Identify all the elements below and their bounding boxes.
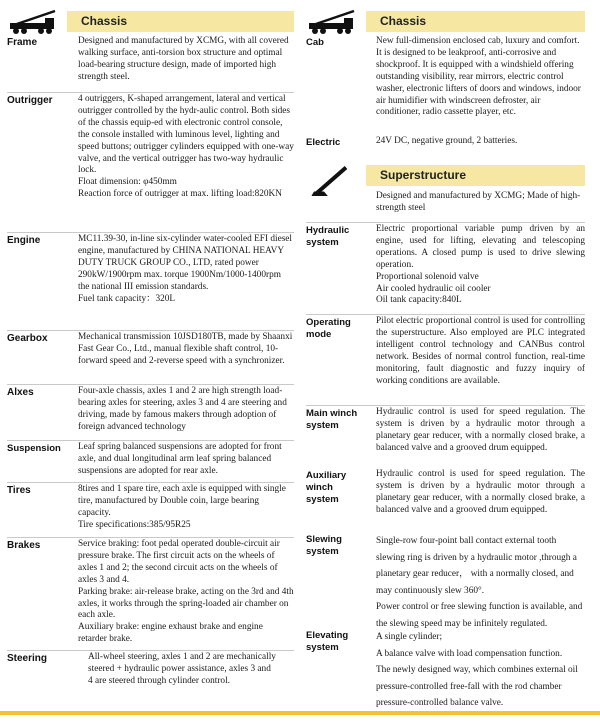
spec-value: All-wheel steering, axles 1 and 2 are mechanically steered + hydraulic power assistance, axles 3 and 4 are steered through cylinder control.	[88, 652, 276, 686]
spec-label: Outrigger	[7, 95, 53, 106]
crane-truck-icon	[7, 8, 67, 35]
spec-row-axles	[7, 385, 294, 441]
spec-row-suspension	[7, 441, 294, 483]
spec-value: Service braking: foot pedal operated double-circuit air pressure brake. The first circuit acts on the wheels of axles 1 and 2; the second circuit acts on the wheels of axles 3 and 4. Parking brake: air-release brake, acting on the 3rd and 4th axles, it works through the spring-loaded air chamber on each axle. Auxiliary brake: engine exhaust brake and engine retarder brake.	[78, 539, 294, 645]
spec-value: A single cylinder; A balance valve with load compensation function. The newly designed way, which combines external oil pressure-controlled free-fall with the rod chamber pressure-controlled balance valve.	[376, 632, 578, 708]
left-column	[7, 8, 294, 707]
crane-truck-icon	[306, 8, 366, 35]
spec-label: Engine	[7, 235, 41, 246]
spec-value: Hydraulic control is used for speed regulation. The system is driven by a hydraulic motor through a planetary gear reducer, with a normally closed brake, a balanced valve and a grooved drum equipped.	[376, 407, 585, 453]
spec-value: Designed and manufactured by XCMG, with all covered walking surface, anti-torsion box structure and optimal load-bearing structure design, made of imported high strength steel.	[78, 36, 289, 82]
spec-label: Tires	[7, 485, 31, 496]
spec-row-slewing	[306, 532, 585, 628]
right-column	[306, 8, 585, 708]
spec-label: Cab	[306, 37, 324, 48]
spec-label: Alxes	[7, 387, 34, 398]
spec-row-main-winch	[306, 406, 585, 468]
spec-value: New full-dimension enclosed cab, luxury and comfort. It is designed to be leakproof, anti-corrosive and shockproof. It is equipped with a windshield offering outstanding visibility, rear mirrors, electric control washer, electronic lifters of doors and windows, indoor air humidifier with windscreen defroster, air conditioner, radio cassette player, etc.	[376, 36, 581, 118]
spec-row-frame	[7, 35, 294, 93]
spec-row-brakes	[7, 538, 294, 651]
spec-value: 4 outriggers, K-shaped arrangement, lateral and vertical outrigger controlled by the hydr-aulic control. Both sides of the chassis equip-ed with electronic control console, the console installed with luminous level, lighting and speed buttons; outrigger cylinders equipped with one-way valve, and the vertical outrigger has two-way hydraulic lock. Float dimension: φ450mm Reaction force of outrigger at max. lifting load:820KN	[78, 94, 294, 200]
section-title: Superstructure	[380, 168, 467, 182]
spec-row-electric	[306, 135, 585, 157]
spec-label: Steering	[7, 653, 48, 664]
spec-value: Designed and manufactured by XCMG; Made of high-strength steel	[376, 191, 581, 213]
spec-value: MC11.39-30, in-line six-cylinder water-cooled EFI diesel engine, manufactured by CHINA NATIONAL HEAVY DUTY TRUCK GROUP CO., LTD, rated power 290kW/1900rpm max. torque 1900Nm/1000-1400rpm the national III emission standards. Fuel tank capacity：320L	[78, 234, 293, 304]
spec-value: Hydraulic control is used for speed regulation. The system is driven by a hydraulic motor through a planetary gear reducer, with a normally closed brake, a balanced valve and a grooved drum equipped.	[376, 469, 585, 515]
spec-label: Electric	[306, 137, 341, 148]
spec-label: Hydraulic system	[306, 225, 350, 248]
spec-row-auxiliary-winch	[306, 468, 585, 532]
spec-value: 24V DC, negative ground, 2 batteries.	[376, 136, 518, 146]
spec-label: Slewing system	[306, 534, 342, 557]
spec-row-operating-mode	[306, 315, 585, 406]
spec-label: Operating mode	[306, 317, 351, 340]
spec-label: Auxiliary winch system	[306, 470, 347, 505]
superstructure-header	[306, 162, 585, 186]
chassis-header-left	[7, 8, 294, 35]
bottom-rule	[0, 711, 600, 715]
spec-row-hydraulic-system	[306, 223, 585, 315]
spec-label: Elevating system	[306, 630, 349, 653]
spec-value: Pilot electric proportional control is used for controlling the superstructure. Also employed are PLC integrated intelligent control technology and CANBus control network. Besides of normal control function, real-time monitoring, fault diagnostic and fuzzy inquiry of working conditions are available.	[376, 316, 585, 386]
spec-label: Frame	[7, 37, 38, 48]
spec-value: 8tires and 1 spare tire, each axle is equipped with single tire, manufactured by Double coin, large bearing capacity. Tire specifications:385/95R25	[78, 484, 286, 530]
spec-label: Gearbox	[7, 333, 48, 344]
spec-row-engine	[7, 233, 294, 331]
spec-label: Brakes	[7, 540, 41, 551]
spec-row-gearbox	[7, 331, 294, 385]
chassis-header-right	[306, 8, 585, 35]
crane-boom-icon	[306, 162, 366, 196]
spec-value: Single-row four-point ball contact external tooth slewing ring is driven by a hydraulic motor ,through a planetary gear reducer， with a normally closed, and may continuously slew 360°. Power control or free slewing function is available, and the slewing speed may be infinitely regulated.	[376, 536, 583, 629]
section-title: Chassis	[81, 14, 128, 28]
spec-value: Four-axle chassis, axles 1 and 2 are high strength load-bearing axles for steering, axles 3 and 4 are steering and driving, made by famous makers through adoption of foreign advanced technology	[78, 386, 287, 432]
spec-value: Mechanical transmission 10JSD180TB, made by Shaanxi Fast Gear Co., Ltd., manual flexible shaft control, 10-forward speed and 2-reverse speed with a synchronizer.	[78, 332, 293, 366]
section-title: Chassis	[380, 14, 427, 28]
spec-label: Main winch system	[306, 408, 358, 431]
spec-row-cab	[306, 35, 585, 135]
spec-value: Leaf spring balanced suspensions are adopted for front axle, and dual longitudinal arm leaf spring balanced suspensions are adopted for rear axle.	[78, 442, 282, 476]
spec-row-tires	[7, 483, 294, 538]
spec-row-elevating	[306, 628, 585, 708]
spec-label: Suspension	[7, 443, 61, 454]
spec-value: Electric proportional variable pump driven by an engine, used for lifting, elevating and telescoping operations. A closed pump is used to drive slewing operation. Proportional solenoid valve Air cooled hydraulic oil cooler Oil tank capacity:840L	[376, 224, 585, 306]
spec-row-outrigger	[7, 93, 294, 233]
spec-row-steering	[7, 651, 294, 707]
